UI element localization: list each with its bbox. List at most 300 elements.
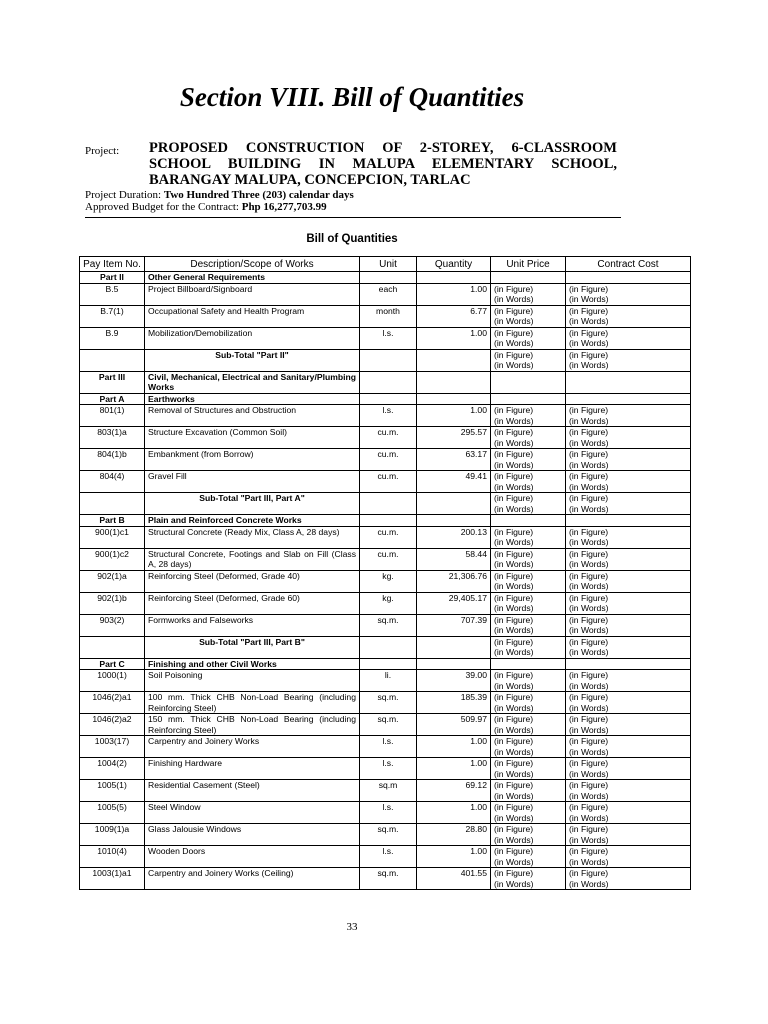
- unit-price-cell: [491, 692, 566, 714]
- unit-cell: l.s.: [360, 758, 417, 780]
- unit-cell: sq.m.: [360, 824, 417, 846]
- description-cell: Steel Window: [145, 802, 360, 824]
- words-placeholder: (in Words): [569, 702, 609, 713]
- words-placeholder: (in Words): [494, 647, 534, 657]
- words-placeholder: (in Words): [569, 459, 609, 470]
- quantity-cell: 58.44: [417, 548, 491, 570]
- contract-cost-cell: [566, 272, 691, 284]
- unit-price-cell: [491, 283, 566, 305]
- unit-price-cell: [491, 393, 566, 405]
- figure-placeholder: (in Figure): [494, 592, 534, 603]
- words-placeholder: (in Words): [569, 316, 609, 326]
- quantity-cell: 69.12: [417, 780, 491, 802]
- table-row: [80, 802, 691, 824]
- figure-placeholder: (in Figure): [494, 526, 534, 537]
- figure-placeholder: (in Figure): [569, 714, 609, 724]
- figure-placeholder: (in Figure): [569, 548, 609, 559]
- unit-cell: sq.m.: [360, 714, 417, 736]
- quantity-cell: 509.97: [417, 714, 491, 736]
- words-placeholder: (in Words): [494, 834, 534, 845]
- words-placeholder: (in Words): [569, 603, 609, 613]
- words-placeholder: (in Words): [494, 338, 534, 348]
- pay-item-cell: 1009(1)a: [80, 824, 145, 846]
- pay-item-cell: 902(1)b: [80, 592, 145, 614]
- contract-cost-cell: [566, 427, 691, 449]
- unit-cell: l.s.: [360, 846, 417, 868]
- quantity-cell: 39.00: [417, 670, 491, 692]
- words-placeholder: (in Words): [569, 581, 609, 591]
- unit-price-cell: [491, 846, 566, 868]
- unit-price-cell: [491, 349, 566, 371]
- figure-placeholder: (in Figure): [569, 868, 609, 878]
- description-cell: Structure Excavation (Common Soil): [145, 427, 360, 449]
- table-row: [80, 780, 691, 802]
- description-cell: Structural Concrete, Footings and Slab on Fill (Class A, 28 days): [145, 548, 360, 570]
- figure-placeholder: (in Figure): [494, 570, 534, 581]
- description-cell: Glass Jalousie Windows: [145, 824, 360, 846]
- description-cell: Embankment (from Borrow): [145, 449, 360, 471]
- table-section-row: [80, 393, 691, 405]
- description-cell: Sub-Total "Part II": [145, 349, 360, 371]
- pay-item-cell: 1010(4): [80, 846, 145, 868]
- quantity-cell: [417, 493, 491, 515]
- figure-placeholder: (in Figure): [569, 614, 609, 625]
- pay-item-cell: Part C: [80, 658, 145, 670]
- unit-cell: sq.m.: [360, 868, 417, 890]
- figure-placeholder: (in Figure): [569, 305, 609, 316]
- duration-value: Two Hundred Three (203) calendar days: [163, 189, 354, 201]
- col-header-unit-price: Unit Price: [491, 257, 566, 272]
- contract-cost-cell: [566, 658, 691, 670]
- unit-price-cell: [491, 868, 566, 890]
- words-placeholder: (in Words): [494, 481, 534, 492]
- pay-item-cell: 900(1)c2: [80, 548, 145, 570]
- words-placeholder: (in Words): [494, 790, 534, 801]
- figure-placeholder: (in Figure): [494, 427, 534, 437]
- figure-placeholder: (in Figure): [494, 493, 534, 503]
- page-number: 33: [346, 921, 358, 933]
- unit-cell: [360, 371, 417, 393]
- unit-cell: cu.m.: [360, 471, 417, 493]
- table-section-row: [80, 658, 691, 670]
- figure-placeholder: (in Figure): [494, 802, 534, 812]
- unit-price-cell: [491, 570, 566, 592]
- unit-price-cell: [491, 670, 566, 692]
- description-cell: Reinforcing Steel (Deformed, Grade 60): [145, 592, 360, 614]
- figure-placeholder: (in Figure): [494, 824, 534, 834]
- contract-cost-cell: [566, 780, 691, 802]
- quantity-cell: 185.39: [417, 692, 491, 714]
- words-placeholder: (in Words): [569, 834, 609, 845]
- figure-placeholder: (in Figure): [494, 283, 534, 294]
- words-placeholder: (in Words): [569, 878, 609, 889]
- figure-placeholder: (in Figure): [569, 526, 609, 537]
- table-row: [80, 526, 691, 548]
- contract-cost-cell: [566, 714, 691, 736]
- table-row: [80, 846, 691, 868]
- table-row: [80, 548, 691, 570]
- budget-label: Approved Budget for the Contract:: [85, 201, 242, 213]
- description-cell: Gravel Fill: [145, 471, 360, 493]
- unit-cell: each: [360, 283, 417, 305]
- unit-price-cell: [491, 526, 566, 548]
- figure-placeholder: (in Figure): [569, 758, 609, 768]
- pay-item-cell: 1005(5): [80, 802, 145, 824]
- description-cell: Occupational Safety and Health Program: [145, 305, 360, 327]
- table-section-row: [80, 515, 691, 527]
- table-row: [80, 824, 691, 846]
- unit-cell: cu.m.: [360, 548, 417, 570]
- figure-placeholder: (in Figure): [494, 548, 534, 559]
- words-placeholder: (in Words): [569, 503, 609, 514]
- words-placeholder: (in Words): [494, 702, 534, 713]
- quantity-cell: 63.17: [417, 449, 491, 471]
- contract-cost-cell: [566, 868, 691, 890]
- words-placeholder: (in Words): [494, 680, 534, 691]
- unit-cell: [360, 272, 417, 284]
- words-placeholder: (in Words): [494, 459, 534, 470]
- description-cell: Plain and Reinforced Concrete Works: [145, 515, 360, 527]
- unit-cell: [360, 658, 417, 670]
- table-row: [80, 427, 691, 449]
- pay-item-cell: B.7(1): [80, 305, 145, 327]
- col-header-quantity: Quantity: [417, 257, 491, 272]
- figure-placeholder: (in Figure): [569, 405, 609, 415]
- table-row: [80, 692, 691, 714]
- figure-placeholder: (in Figure): [494, 305, 534, 316]
- pay-item-cell: B.9: [80, 327, 145, 349]
- figure-placeholder: (in Figure): [494, 846, 534, 856]
- words-placeholder: (in Words): [494, 581, 534, 591]
- quantity-cell: 1.00: [417, 283, 491, 305]
- figure-placeholder: (in Figure): [569, 802, 609, 812]
- unit-price-cell: [491, 758, 566, 780]
- table-row: [80, 570, 691, 592]
- figure-placeholder: (in Figure): [494, 405, 534, 415]
- unit-price-cell: [491, 714, 566, 736]
- pay-item-cell: 1003(1)a1: [80, 868, 145, 890]
- figure-placeholder: (in Figure): [569, 471, 609, 481]
- figure-placeholder: (in Figure): [494, 868, 534, 878]
- pay-item-cell: 1046(2)a1: [80, 692, 145, 714]
- unit-price-cell: [491, 272, 566, 284]
- unit-price-cell: [491, 780, 566, 802]
- words-placeholder: (in Words): [494, 878, 534, 889]
- words-placeholder: (in Words): [494, 856, 534, 867]
- col-header-pay-item: Pay Item No.: [80, 257, 145, 272]
- words-placeholder: (in Words): [569, 768, 609, 779]
- unit-cell: l.s.: [360, 405, 417, 427]
- pay-item-cell: [80, 636, 145, 658]
- pay-item-cell: 1005(1): [80, 780, 145, 802]
- words-placeholder: (in Words): [494, 316, 534, 326]
- figure-placeholder: (in Figure): [569, 427, 609, 437]
- description-cell: Sub-Total "Part III, Part B": [145, 636, 360, 658]
- project-name: PROPOSED CONSTRUCTION OF 2-STOREY, 6-CLASSROOM SCHOOL BUILDING IN MALUPA ELEMENTARY SCHOOL, BARANGAY MALUPA, CONCEPCION, TARLAC: [149, 140, 617, 188]
- contract-cost-cell: [566, 614, 691, 636]
- unit-price-cell: [491, 614, 566, 636]
- quantity-cell: 6.77: [417, 305, 491, 327]
- words-placeholder: (in Words): [494, 812, 534, 823]
- figure-placeholder: (in Figure): [494, 758, 534, 768]
- unit-price-cell: [491, 449, 566, 471]
- unit-cell: l.s.: [360, 802, 417, 824]
- words-placeholder: (in Words): [569, 537, 609, 547]
- contract-cost-cell: [566, 327, 691, 349]
- words-placeholder: (in Words): [569, 790, 609, 801]
- pay-item-cell: 804(1)b: [80, 449, 145, 471]
- contract-cost-cell: [566, 471, 691, 493]
- unit-price-cell: [491, 327, 566, 349]
- contract-cost-cell: [566, 305, 691, 327]
- duration-label: Project Duration:: [85, 189, 164, 201]
- unit-price-cell: [491, 658, 566, 670]
- words-placeholder: (in Words): [569, 746, 609, 757]
- table-row: [80, 283, 691, 305]
- pay-item-cell: [80, 493, 145, 515]
- figure-placeholder: (in Figure): [569, 349, 609, 360]
- quantity-cell: 707.39: [417, 614, 491, 636]
- bill-of-quantities-table: [79, 256, 691, 890]
- unit-cell: sq.m.: [360, 692, 417, 714]
- table-title: Bill of Quantities: [306, 233, 398, 245]
- pay-item-cell: 902(1)a: [80, 570, 145, 592]
- words-placeholder: (in Words): [569, 437, 609, 448]
- contract-cost-cell: [566, 449, 691, 471]
- words-placeholder: (in Words): [494, 746, 534, 757]
- table-row: [80, 736, 691, 758]
- figure-placeholder: (in Figure): [569, 824, 609, 834]
- description-cell: Finishing and other Civil Works: [145, 658, 360, 670]
- contract-cost-cell: [566, 526, 691, 548]
- quantity-cell: 1.00: [417, 758, 491, 780]
- description-cell: Other General Requirements: [145, 272, 360, 284]
- description-cell: Mobilization/Demobilization: [145, 327, 360, 349]
- figure-placeholder: (in Figure): [569, 570, 609, 581]
- table-row: [80, 758, 691, 780]
- quantity-cell: [417, 636, 491, 658]
- figure-placeholder: (in Figure): [494, 636, 534, 647]
- table-row: [80, 670, 691, 692]
- quantity-cell: 1.00: [417, 802, 491, 824]
- figure-placeholder: (in Figure): [494, 614, 534, 625]
- unit-cell: l.s.: [360, 736, 417, 758]
- unit-cell: cu.m.: [360, 449, 417, 471]
- words-placeholder: (in Words): [494, 537, 534, 547]
- words-placeholder: (in Words): [494, 360, 534, 370]
- figure-placeholder: (in Figure): [569, 846, 609, 856]
- table-subtotal-row: [80, 493, 691, 515]
- words-placeholder: (in Words): [494, 724, 534, 735]
- description-cell: Carpentry and Joinery Works: [145, 736, 360, 758]
- contract-cost-cell: [566, 349, 691, 371]
- approved-budget: [85, 201, 327, 213]
- words-placeholder: (in Words): [569, 724, 609, 735]
- figure-placeholder: (in Figure): [569, 780, 609, 790]
- description-cell: Soil Poisoning: [145, 670, 360, 692]
- pay-item-cell: 903(2): [80, 614, 145, 636]
- col-header-contract-cost: Contract Cost: [566, 257, 691, 272]
- contract-cost-cell: [566, 636, 691, 658]
- table-row: [80, 868, 691, 890]
- unit-cell: [360, 636, 417, 658]
- unit-price-cell: [491, 802, 566, 824]
- description-cell: Earthworks: [145, 393, 360, 405]
- table-subtotal-row: [80, 636, 691, 658]
- words-placeholder: (in Words): [569, 625, 609, 635]
- table-row: [80, 592, 691, 614]
- pay-item-cell: Part A: [80, 393, 145, 405]
- unit-price-cell: [491, 824, 566, 846]
- description-cell: Residential Casement (Steel): [145, 780, 360, 802]
- figure-placeholder: (in Figure): [569, 636, 609, 647]
- unit-cell: month: [360, 305, 417, 327]
- words-placeholder: (in Words): [494, 503, 534, 514]
- words-placeholder: (in Words): [569, 559, 609, 569]
- contract-cost-cell: [566, 570, 691, 592]
- words-placeholder: (in Words): [569, 647, 609, 657]
- description-cell: Carpentry and Joinery Works (Ceiling): [145, 868, 360, 890]
- pay-item-cell: 1003(17): [80, 736, 145, 758]
- contract-cost-cell: [566, 736, 691, 758]
- unit-price-cell: [491, 427, 566, 449]
- table-row: [80, 614, 691, 636]
- unit-cell: [360, 393, 417, 405]
- words-placeholder: (in Words): [569, 415, 609, 426]
- description-cell: Reinforcing Steel (Deformed, Grade 40): [145, 570, 360, 592]
- quantity-cell: [417, 349, 491, 371]
- figure-placeholder: (in Figure): [494, 327, 534, 338]
- page-title: Section VIII. Bill of Quantities: [179, 82, 525, 112]
- description-cell: Removal of Structures and Obstruction: [145, 405, 360, 427]
- figure-placeholder: (in Figure): [569, 670, 609, 680]
- words-placeholder: (in Words): [569, 338, 609, 348]
- table-row: [80, 449, 691, 471]
- table-header-row: [80, 257, 691, 272]
- figure-placeholder: (in Figure): [569, 327, 609, 338]
- pay-item-cell: Part II: [80, 272, 145, 284]
- figure-placeholder: (in Figure): [494, 692, 534, 702]
- contract-cost-cell: [566, 283, 691, 305]
- table-row: [80, 327, 691, 349]
- quantity-cell: 21,306.76: [417, 570, 491, 592]
- quantity-cell: 1.00: [417, 327, 491, 349]
- unit-price-cell: [491, 548, 566, 570]
- pay-item-cell: 900(1)c1: [80, 526, 145, 548]
- contract-cost-cell: [566, 802, 691, 824]
- contract-cost-cell: [566, 692, 691, 714]
- budget-value: Php 16,277,703.99: [241, 201, 327, 213]
- pay-item-cell: B.5: [80, 283, 145, 305]
- contract-cost-cell: [566, 371, 691, 393]
- figure-placeholder: (in Figure): [569, 692, 609, 702]
- description-cell: 150 mm. Thick CHB Non-Load Bearing (including Reinforcing Steel): [145, 714, 360, 736]
- unit-price-cell: [491, 493, 566, 515]
- col-header-unit: Unit: [360, 257, 417, 272]
- pay-item-cell: 801(1): [80, 405, 145, 427]
- table-section-row: [80, 272, 691, 284]
- quantity-cell: [417, 272, 491, 284]
- words-placeholder: (in Words): [494, 415, 534, 426]
- quantity-cell: 28.80: [417, 824, 491, 846]
- quantity-cell: 200.13: [417, 526, 491, 548]
- unit-cell: kg.: [360, 592, 417, 614]
- unit-price-cell: [491, 636, 566, 658]
- contract-cost-cell: [566, 592, 691, 614]
- contract-cost-cell: [566, 670, 691, 692]
- unit-cell: sq.m.: [360, 614, 417, 636]
- unit-price-cell: [491, 305, 566, 327]
- words-placeholder: (in Words): [569, 294, 609, 304]
- description-cell: Sub-Total "Part III, Part A": [145, 493, 360, 515]
- unit-price-cell: [491, 471, 566, 493]
- unit-price-cell: [491, 515, 566, 527]
- words-placeholder: (in Words): [494, 625, 534, 635]
- description-cell: Civil, Mechanical, Electrical and Sanitary/Plumbing Works: [145, 371, 360, 393]
- quantity-cell: 1.00: [417, 846, 491, 868]
- unit-cell: [360, 349, 417, 371]
- col-header-description: Description/Scope of Works: [145, 257, 360, 272]
- unit-cell: sq.m: [360, 780, 417, 802]
- words-placeholder: (in Words): [494, 437, 534, 448]
- unit-cell: l.s.: [360, 327, 417, 349]
- description-cell: Project Billboard/Signboard: [145, 283, 360, 305]
- figure-placeholder: (in Figure): [569, 449, 609, 459]
- table-body: [80, 272, 691, 890]
- figure-placeholder: (in Figure): [494, 449, 534, 459]
- contract-cost-cell: [566, 405, 691, 427]
- quantity-cell: [417, 658, 491, 670]
- contract-cost-cell: [566, 493, 691, 515]
- quantity-cell: 295.57: [417, 427, 491, 449]
- unit-price-cell: [491, 371, 566, 393]
- unit-price-cell: [491, 592, 566, 614]
- contract-cost-cell: [566, 515, 691, 527]
- quantity-cell: 49.41: [417, 471, 491, 493]
- pay-item-cell: 1046(2)a2: [80, 714, 145, 736]
- words-placeholder: (in Words): [494, 294, 534, 304]
- figure-placeholder: (in Figure): [494, 736, 534, 746]
- unit-price-cell: [491, 736, 566, 758]
- unit-cell: [360, 493, 417, 515]
- unit-cell: [360, 515, 417, 527]
- unit-cell: cu.m.: [360, 427, 417, 449]
- quantity-cell: [417, 371, 491, 393]
- quantity-cell: 401.55: [417, 868, 491, 890]
- contract-cost-cell: [566, 758, 691, 780]
- figure-placeholder: (in Figure): [494, 471, 534, 481]
- quantity-cell: [417, 515, 491, 527]
- words-placeholder: (in Words): [494, 768, 534, 779]
- description-cell: Wooden Doors: [145, 846, 360, 868]
- figure-placeholder: (in Figure): [494, 349, 534, 360]
- table-row: [80, 471, 691, 493]
- figure-placeholder: (in Figure): [494, 714, 534, 724]
- words-placeholder: (in Words): [569, 360, 609, 370]
- table-row: [80, 714, 691, 736]
- quantity-cell: 1.00: [417, 405, 491, 427]
- table-row: [80, 305, 691, 327]
- contract-cost-cell: [566, 846, 691, 868]
- figure-placeholder: (in Figure): [569, 736, 609, 746]
- pay-item-cell: Part III: [80, 371, 145, 393]
- quantity-cell: 1.00: [417, 736, 491, 758]
- figure-placeholder: (in Figure): [494, 670, 534, 680]
- words-placeholder: (in Words): [569, 812, 609, 823]
- table-subtotal-row: [80, 349, 691, 371]
- table-row: [80, 405, 691, 427]
- words-placeholder: (in Words): [494, 559, 534, 569]
